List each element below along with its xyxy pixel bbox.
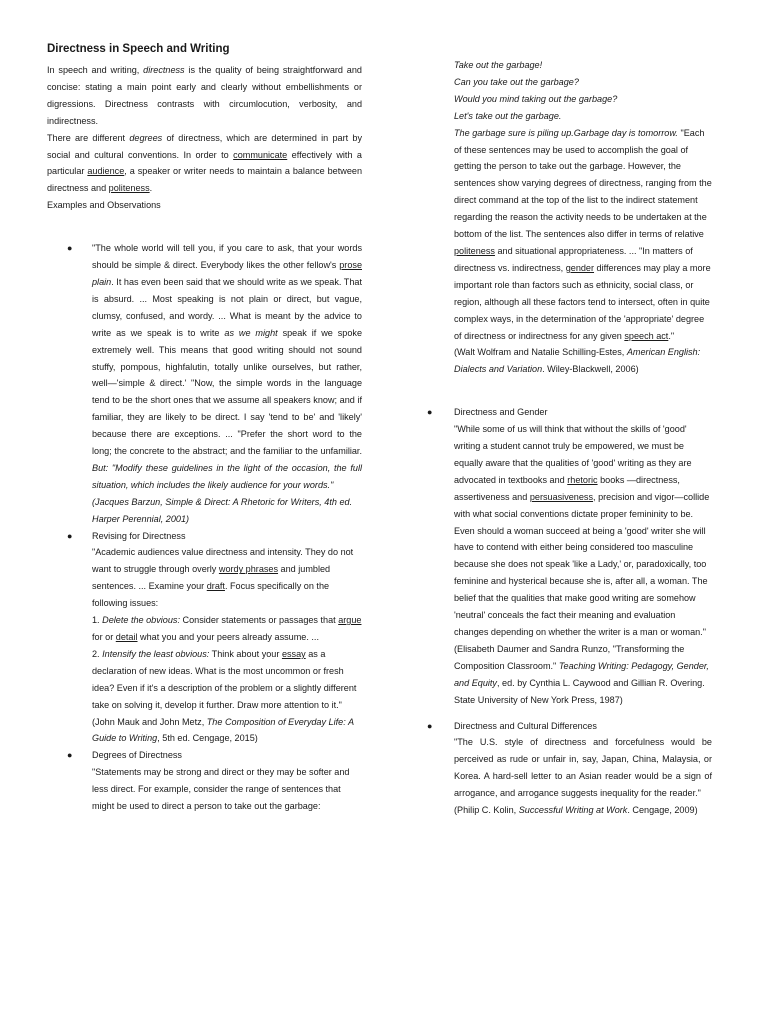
citation-text: (Jacques Barzun, Simple & Direct: A Rhetoric for Writers, 4th ed. Harper Perennial, 2001)	[92, 496, 353, 524]
item-number: 1.	[92, 615, 103, 626]
intro-text: In speech and writing,	[47, 65, 144, 75]
left-column	[47, 41, 362, 815]
book-title: The Composition of Everyday Life: A Guide to Writing	[92, 716, 354, 744]
link-politeness[interactable]: politeness	[454, 245, 495, 256]
citation-text: (Philip C. Kolin,	[454, 805, 519, 816]
gender-heading: Directness and Gender	[454, 407, 548, 418]
link-persuasiveness[interactable]: persuasiveness	[529, 491, 594, 502]
cultural-bullet	[427, 718, 712, 819]
intro-paragraph-2	[47, 130, 362, 198]
revising-bullet	[47, 528, 362, 748]
citation-text: , ed. by Cynthia L. Caywood and Gillian R. Overing. State University of New York Press, 1987)	[454, 677, 705, 705]
citation-text: (Elisabeth Daumer and Sandra Runzo, "Transforming the Composition Classroom."	[454, 643, 685, 671]
degrees-citation	[454, 344, 712, 378]
citation-text: (Walt Wolfram and Natalie Schilling-Estes,	[454, 347, 627, 358]
example-sentence: Would you mind taking out the garbage?	[454, 93, 618, 104]
intro-text: of directness, which are determined in part by social and cultural conventions. In order to	[47, 132, 362, 160]
quote-emphasis: as we might	[224, 327, 278, 338]
link-audience[interactable]: audience	[87, 166, 125, 177]
body-text: , precision and vigor—collide with what social conventions dictate proper femininity to be. Even should a woman succeed at being a 'good' writer she will have to contend with either being considered too masculine because she does not speak 'like a Lady,' or, paradoxically, too feminine and hysterical because she is, after all, a woman. The belief that the qualities that make good writing are somehow 'neutral' conceals the fact their meaning and evaluation changes depending on whether the writer is a man or woman."	[454, 491, 710, 637]
example-sentence-2	[454, 74, 712, 91]
intro-text: effectively with a particular	[47, 149, 362, 177]
degrees-bullet	[47, 747, 362, 815]
degrees-heading: Degrees of Directness	[92, 750, 182, 761]
link-argue[interactable]: argue	[338, 615, 362, 626]
gender-citation	[454, 641, 712, 709]
body-text: "Each of these sentences may be used to accomplish the goal of getting the person to take out the garbage. However, the sentences show varying degrees of directness, ranging from the direct command at the top of the list to the indirect statement regarding the reason the activity needs to be undertaken at the bottom of the list. The sentences also differ in terms of relative	[454, 127, 712, 240]
link-rhetoric[interactable]: rhetoric	[567, 474, 598, 485]
link-draft[interactable]: draft	[206, 581, 225, 592]
body-text: and situational appropriateness. ... "In matters of directness vs. indirectness,	[454, 245, 693, 273]
link-gender[interactable]: gender	[565, 262, 595, 273]
degrees-continued	[430, 57, 712, 378]
quote-text: . It has even been said that we should write as we speak. That is absurd. ... Most speaking is not plain or direct, but vague, clumsy, confused, and wordy. ... What is meant by the advice to write as we speak is to write	[92, 276, 362, 338]
intro-text: is the quality of being straightforward and concise: stating a main point early and clearly without embellishments or digressions. Directness contrasts with circumlocution, verbosity, and indirectness.	[47, 65, 362, 126]
link-detail[interactable]: detail	[115, 632, 138, 642]
bullet-dot: ●	[67, 750, 73, 761]
book-title: Teaching Writing: Pedagogy, Gender, and Equity	[454, 660, 709, 688]
term-directness: directness	[143, 65, 185, 75]
example-sentence: Take out the garbage!	[454, 60, 543, 70]
intro-text: There are different	[47, 132, 130, 143]
intro-text: , a speaker or writer needs to maintain a balance between directness and	[47, 166, 362, 194]
example-sentence-3	[454, 91, 712, 108]
link-communicate[interactable]: communicate	[233, 149, 288, 160]
link-politeness[interactable]: politeness	[108, 183, 150, 194]
book-title: American English: Dialects and Variation	[454, 347, 701, 375]
page-title: Directness in Speech and Writing	[47, 43, 230, 55]
gender-bullet	[427, 404, 712, 708]
item-number: 2.	[92, 648, 103, 659]
quote-emphasis: But: "Modify these guidelines in the light of the occasion, the full situation, which includes the likely audience for your words."	[92, 462, 362, 490]
citation-text: . Wiley-Blackwell, 2006)	[542, 364, 639, 375]
book-title: Successful Writing at Work	[518, 805, 628, 816]
cultural-citation	[454, 802, 712, 819]
barzun-bullet	[47, 240, 362, 527]
bullet-dot: ●	[427, 720, 433, 731]
term-degrees: degrees	[129, 132, 163, 143]
revising-item-1	[92, 612, 362, 646]
body-text: Think about your	[209, 648, 282, 659]
body-text: differences may play a more important role than factors such as ethnicity, social class, or region, although all these factors tend to intersect, often in quite complex ways, in the determination of the 'appropriate' degree of directness or indirectness for any given	[454, 262, 711, 341]
example-sentence-4	[454, 108, 712, 125]
item-emphasis: Intensify the least obvious:	[102, 648, 210, 659]
item-emphasis: Delete the obvious:	[102, 615, 180, 626]
body-text: what you and your peers already assume. ...	[137, 632, 319, 642]
link-wordy-phrases[interactable]: wordy phrases	[218, 564, 279, 575]
body-text: Consider statements or passages that	[179, 615, 339, 626]
bullet-dot: ●	[427, 407, 433, 418]
bullet-dot: ●	[67, 243, 73, 254]
body-text: "Academic audiences value directness and intensity. They do not want to struggle through overly	[92, 547, 354, 575]
barzun-quote	[92, 240, 362, 494]
gender-body	[454, 421, 712, 641]
revising-item-2	[92, 646, 362, 747]
body-text: . Focus specifically on the following issues:	[92, 581, 330, 609]
body-text: and jumbled sentences. ... Examine your	[92, 564, 331, 592]
link-prose[interactable]: prose	[339, 260, 362, 271]
body-text: "While some of us will think that without the skills of 'good' writing a student cannot truly be empowered, we must be equally aware that the qualities of 'good' writing as they are advocated in textbooks and	[454, 424, 692, 485]
body-text: , 5th ed. Cengage, 2015)	[157, 733, 258, 744]
degrees-intro: "Statements may be strong and direct or they may be softer and less direct. For example, consider the range of sentences that might be used to direct a person to take out the garbage:	[92, 767, 350, 812]
bullet-dot: ●	[67, 530, 73, 541]
body-text: for or	[92, 632, 116, 642]
examples-heading: Examples and Observations	[47, 200, 161, 211]
intro-text: .	[149, 183, 153, 194]
revising-body	[92, 544, 362, 612]
citation-text: . Cengage, 2009)	[627, 805, 698, 816]
barzun-citation	[92, 494, 362, 528]
example-sentence: Can you take out the garbage?	[454, 76, 579, 87]
quote-text: speak if we spoke extremely well. This means that good writing should not sound stuffy, pompous, highfalutin, totally unlike ourselves, but rather, well—'simple & direct.' "Now, the simple words in the language tend to be the short ones that we assume all speakers know; and if familiar, they are likely to be direct. I say 'tend to be' and 'likely' because there are exceptions. ... "Prefer the short word to the long; the concrete to the abstract; and the familiar to the unfamiliar.	[92, 327, 362, 457]
body-text: as a declaration of new ideas. What is the most uncommon or fresh idea? Even if it's a description of the problem or a slightly different take on solving it, develop it further. Draw more attention to it." (John Mauk and John Metz,	[92, 648, 357, 727]
degrees-body	[454, 125, 712, 345]
revising-heading: Revising for Directness	[92, 530, 186, 541]
cultural-heading: Directness and Cultural Differences	[454, 720, 597, 731]
link-essay[interactable]: essay	[281, 648, 306, 659]
intro-paragraph-1	[47, 62, 362, 130]
body-text: ."	[668, 330, 675, 341]
cultural-body: "The U.S. style of directness and forcefulness would be perceived as rude or unfair in, say, Japan, China, Malaysia, or Korea. A hard-sell letter to an Asian reader would be a sign of arrogance, and arrogance suggests inequality for the reader."	[454, 737, 712, 799]
body-text: books —directness, assertiveness and	[454, 474, 680, 502]
example-sentence-1	[454, 57, 712, 74]
example-sentence: Let's take out the garbage.	[454, 110, 562, 121]
link-speech-act[interactable]: speech act	[624, 330, 669, 341]
quote-emphasis: plain	[92, 276, 112, 287]
right-column	[427, 57, 712, 819]
example-sentence: The garbage sure is piling up.Garbage day is tomorrow.	[454, 127, 678, 138]
quote-text: "The whole world will tell you, if you care to ask, that your words should be simple & direct. Everybody likes the other fellow's	[92, 243, 362, 271]
